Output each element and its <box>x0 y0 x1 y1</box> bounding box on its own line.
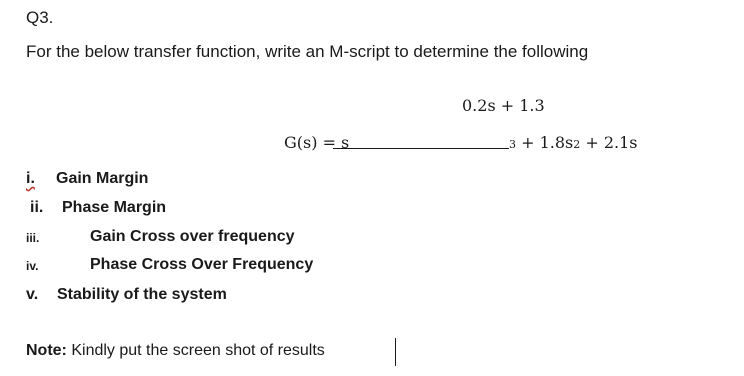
tf-denominator-tail: + 2.1s <box>580 133 638 152</box>
tf-denominator-mid: + 1.8s <box>516 133 574 152</box>
list-item-text: Gain Margin <box>56 170 149 187</box>
list-marker: iii. <box>26 231 40 245</box>
list-item-text: Gain Cross over frequency <box>90 228 295 245</box>
text-cursor[interactable] <box>395 338 396 366</box>
note-text: Kindly put the screen shot of results <box>66 342 325 359</box>
list-marker: iv. <box>26 259 39 273</box>
tf-denominator-exp: 3 <box>509 138 516 151</box>
tf-numerator: 0.2s + 1.3 <box>462 96 545 115</box>
list-marker: i. <box>26 170 35 187</box>
list-marker: v. <box>26 286 39 303</box>
list-item-text: Phase Margin <box>62 199 167 216</box>
note-label: Note: <box>26 342 67 359</box>
list-item-text: Phase Cross Over Frequency <box>90 256 314 273</box>
tf-lhs: G(s) = s <box>284 133 350 152</box>
question-intro: For the below transfer function, write an M-script to determine the following <box>26 42 589 61</box>
fraction-line <box>333 148 509 149</box>
tf-denominator <box>509 133 637 152</box>
list-marker: ii. <box>30 199 44 216</box>
tf-denominator-exp2: 2 <box>573 138 581 151</box>
question-label: Q3. <box>26 8 54 27</box>
list-item-text: Stability of the system <box>57 286 227 303</box>
note <box>26 342 325 360</box>
